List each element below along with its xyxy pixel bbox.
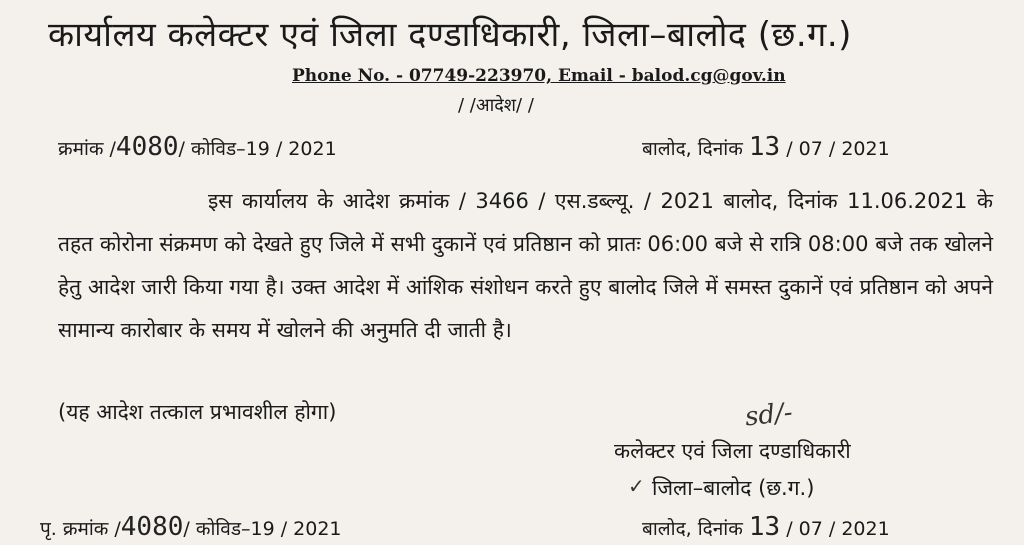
order-ref-prefix: क्रमांक / [58,138,116,160]
endorsement-date-prefix: बालोद, दिनांक [642,518,743,540]
signatory-district: जिला–बालोद (छ.ग.) [652,476,815,500]
effect-note: (यह आदेश तत्काल प्रभावशील होगा) [58,400,337,424]
signature-initials: sd/- [743,397,794,433]
office-title: कार्यालय कलेक्टर एवं जिला दण्डाधिकारी, जिला–बालोद (छ.ग.) [48,15,852,55]
endorsement-month-year: / 07 / 2021 [786,518,890,540]
endorsement-day: 13 [748,512,781,542]
endorsement-reference [40,512,342,542]
order-body-paragraph: इस कार्यालय के आदेश क्रमांक / 3466 / एस.डब्ल्यू. / 2021 बालोद, दिनांक 11.06.2021 के तहत कोरोना संक्रमण को देखते हुए जिले में सभी दुकानें एवं प्रतिष्ठान को प्रातः 06:00 बजे से रात्रि 08:00 बजे तक खोलने हेतु आदेश जारी किया गया है। उक्त आदेश में आंशिक संशोधन करते हुए बालोद जिले में समस्त दुकानें एवं प्रतिष्ठान को अपने सामान्य कारोबार के समय में खोलने की अनुमति दी जाती है। [58,189,993,342]
endorsement-date [642,512,890,542]
order-number: 4080 [115,132,179,162]
endorsement-ref-prefix: पृ. क्रमांक / [40,518,121,540]
order-reference [58,132,337,162]
tick-mark-icon: ✓ [628,474,645,498]
endorsement-number: 4080 [120,512,184,542]
order-heading: / /आदेश/ / [458,95,534,116]
order-day: 13 [748,132,781,162]
signatory-designation: कलेक्टर एवं जिला दण्डाधिकारी [614,439,851,463]
order-ref-suffix: / कोविड–19 / 2021 [178,138,337,160]
order-month-year: / 07 / 2021 [786,138,890,160]
order-date [642,132,890,162]
contact-line: Phone No. - 07749-223970, Email - balod.cg@gov.in [292,66,786,86]
endorsement-ref-suffix: / कोविड–19 / 2021 [183,518,342,540]
order-date-prefix: बालोद, दिनांक [642,138,743,160]
